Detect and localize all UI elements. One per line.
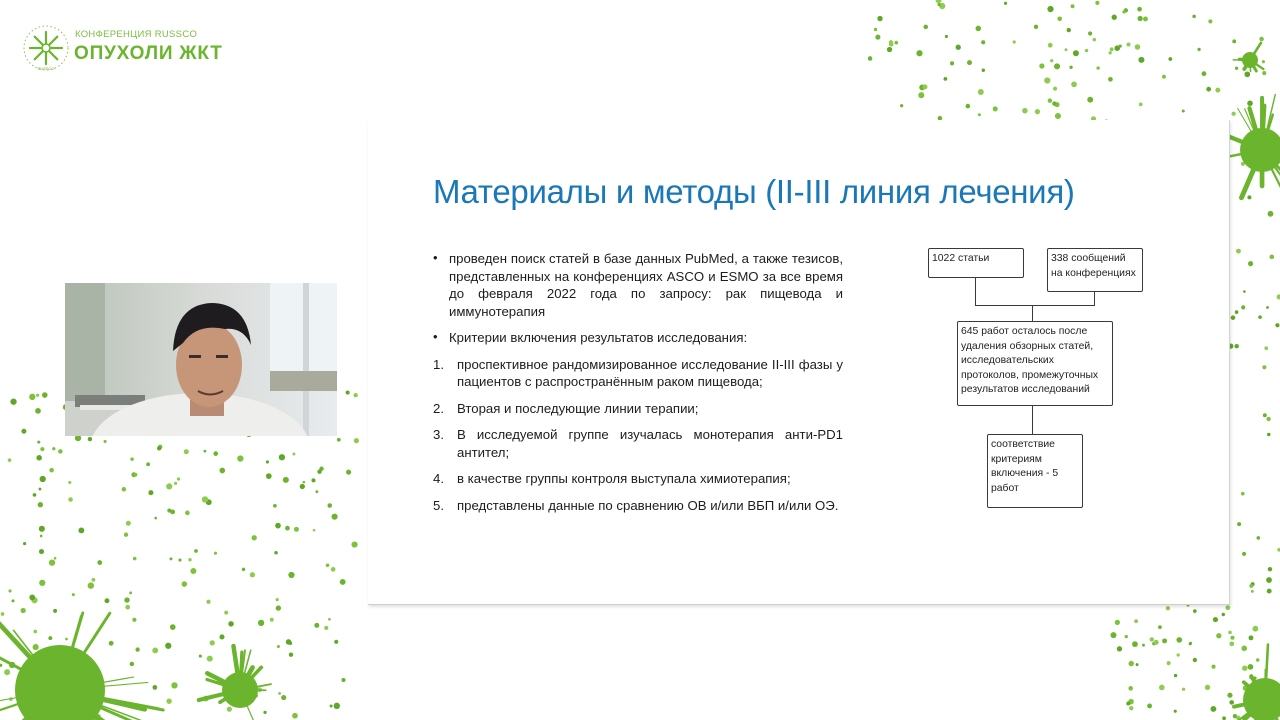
bullet-text: Критерии включения результатов исследования: <box>449 330 748 345</box>
criteria-number: 1. <box>433 356 444 372</box>
flowchart <box>926 246 1156 516</box>
criteria-item <box>431 470 843 488</box>
speaker-video-feed <box>65 283 337 436</box>
criteria-item <box>431 356 843 391</box>
slide-text-column <box>431 250 843 523</box>
russco-logo-icon <box>22 24 70 72</box>
criteria-number: 2. <box>433 400 444 416</box>
flow-connector <box>1094 292 1095 306</box>
flow-connector <box>1032 406 1033 434</box>
slide-title: Материалы и методы (II-III линия лечения) <box>433 173 1075 210</box>
flow-box-conferences: 338 сообщений на конференциях <box>1047 248 1143 292</box>
flow-box-articles: 1022 статьи <box>928 248 1024 278</box>
bullet-icon: • <box>433 329 438 344</box>
criteria-text: представлены данные по сравнению ОВ и/или ВБП и/или ОЭ. <box>457 497 839 513</box>
bullet-text: проведен поиск статей в базе данных PubMed, а также тезисов, представленных на конференциях ASCO и ESMO за все время до февраля 2022 года по запросу: рак пищевода и иммунотерапия <box>449 251 843 319</box>
criteria-item <box>431 497 843 515</box>
criteria-text: В исследуемой группе изучалась монотерапия анти-PD1 антител; <box>457 427 843 460</box>
criteria-text: проспективное рандомизированное исследование II-III фазы у пациентов с распространённым раком пищевода; <box>457 356 843 389</box>
bullet-icon: • <box>433 250 438 265</box>
criteria-item <box>431 400 843 418</box>
bullet-item <box>431 329 843 347</box>
flow-box-remaining: 645 работ осталось после удаления обзорных статей, исследовательских протоколов, промежуточных результатов исследований <box>957 321 1113 406</box>
criteria-number: 3. <box>433 427 444 442</box>
conference-label: КОНФЕРЕНЦИЯ RUSSCO <box>75 29 198 40</box>
criteria-number: 4. <box>433 471 444 486</box>
flow-connector <box>975 305 1095 306</box>
presentation-slide <box>368 120 1230 605</box>
flow-connector <box>975 278 976 306</box>
criteria-text: Вторая и последующие линии терапии; <box>457 400 699 416</box>
flow-connector <box>1032 305 1033 321</box>
conference-logo <box>22 24 262 74</box>
bullet-item <box>431 250 843 320</box>
criteria-number: 5. <box>433 497 444 513</box>
flow-box-final: соответствие критериям включения - 5 работ <box>987 434 1083 508</box>
criteria-item <box>431 426 843 461</box>
logo-mark-text: RUSSCO <box>37 66 55 71</box>
criteria-text: в качестве группы контроля выступала химиотерапия; <box>457 471 791 486</box>
conference-title: ОПУХОЛИ ЖКТ <box>74 43 223 64</box>
